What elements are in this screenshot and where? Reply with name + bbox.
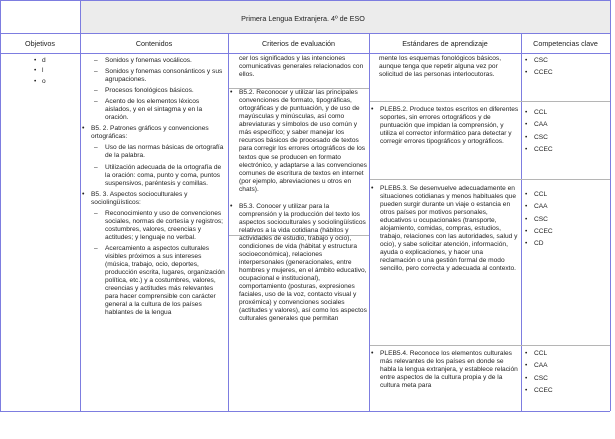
estandar-pleb5-3: • PLEB5.3. Se desenvuelve adecuadamente en situaciones cotidianas y menos habituales que pueden surgir durante un viaje o estancia en otros países por motivos personales, educativos u ocupacionales (transporte, alojamiento, comidas, compras, estudios, trabajo, relaciones con las autoridades, salud y ocio), y sabe solicitar atención, información, ayuda o explicaciones, y hacer una reclamación o una gestión formal de modo sencillo, pero correcta y adecuada al contexto. xyxy=(370,185,520,345)
competencia-code: • CCEC xyxy=(522,146,608,154)
contenido-item: – Procesos fonológicos básicos. xyxy=(81,87,226,95)
objetivos-list xyxy=(32,57,78,88)
competencias-group-3 xyxy=(522,191,608,253)
grid-line xyxy=(610,0,611,411)
contenido-item: – Utilización adecuada de la ortografía de la oración: coma, punto y coma, puntos suspensivos, paréntesis y comillas. xyxy=(81,164,226,188)
contenido-section-b5-3: • B5. 3. Aspectos socioculturales y sociolingüísticos: xyxy=(81,191,226,207)
header-competencias: Competencias clave xyxy=(533,39,598,48)
header-estandares: Estándares de aprendizaje xyxy=(402,39,488,48)
competencia-code: • CAA xyxy=(522,362,608,370)
competencias-group-1 xyxy=(522,57,608,82)
competencia-code: • CCEC xyxy=(522,228,608,236)
criterio-continuation: cer los significados y las intenciones comunicativas generales relacionados con ellos. xyxy=(239,55,364,79)
competencia-code: • CAA xyxy=(522,203,608,211)
criterio-b5-3: • B5.3. Conocer y utilizar para la comprensión y la producción del texto los aspectos socioculturales y sociolingüísticos relativos a la vida cotidiana (hábitos y actividades de estudio, trabajo y ocio), condiciones de vida (hábitat y estructura socioeconómica), relaciones interpersonales (generacionales, entre hombres y mujeres, en el ámbito educativo, ocupacional e institucional), comportamiento (posturas, expresiones faciales, uso de la voz, contacto visual y proxémica) y convenciones sociales (actitudes y valores), así como los aspectos culturales generales que permitan xyxy=(229,203,368,324)
header-contenidos: Contenidos xyxy=(135,39,173,48)
header-objetivos: Objetivos xyxy=(25,39,55,48)
competencia-code: • CSC xyxy=(522,57,608,65)
objetivo-item: • l xyxy=(32,67,78,75)
contenido-section-b5-2: • B5. 2. Patrones gráficos y convenciones ortográficas: xyxy=(81,125,226,141)
estandares-column xyxy=(370,55,520,410)
grid-line xyxy=(0,0,610,1)
grid-line xyxy=(0,0,1,411)
competencia-code: • CSC xyxy=(522,375,608,383)
objetivo-item: • d xyxy=(32,57,78,65)
competencia-code: • CCL xyxy=(522,191,608,199)
contenido-item: – Acento de los elementos léxicos aislados, y en el sintagma y en la oración. xyxy=(81,98,226,122)
competencia-code: • CCEC xyxy=(522,387,608,395)
grid-line xyxy=(0,53,610,54)
contenidos-column xyxy=(81,57,226,410)
contenido-item: – Uso de las normas básicas de ortografía de la palabra. xyxy=(81,144,226,160)
competencias-group-2 xyxy=(522,109,608,158)
competencia-code: • CAA xyxy=(522,121,608,129)
objetivo-item: • o xyxy=(32,78,78,86)
competencia-code: • CSC xyxy=(522,134,608,142)
competencias-group-4 xyxy=(522,350,608,399)
estandar-pleb5-4: • PLEB5.4. Reconoce los elementos culturales más relevantes de los países en donde se habla la lengua extranjera, y establece relación entre aspectos de la cultura propia y de la cultura meta para xyxy=(370,350,520,390)
table-title: Primera Lengua Extranjera. 4º de ESO xyxy=(241,14,365,23)
grid-line xyxy=(0,33,610,34)
contenido-item: – Reconocimiento y uso de convenciones sociales, normas de cortesía y registros; costumbres, valores, creencias y actitudes; y lenguaje no verbal. xyxy=(81,210,226,242)
competencia-code: • CSC xyxy=(522,216,608,224)
contenido-item: – Acercamiento a aspectos culturales visibles próximos a sus intereses (música, trabajo, ocio, deportes, producción escrita, lugares, organización política, etc.) y a costumbres, valores, creencias y actitudes más relevantes para hacer comprensible con carácter general a la cultura de los países hablantes de la lengua xyxy=(81,245,226,317)
estandar-continuation: mente los esquemas fonológicos básicos, aunque tenga que repetir alguna vez por solicitud de las personas interlocutoras. xyxy=(379,55,502,79)
estandar-pleb5-2: • PLEB5.2. Produce textos escritos en diferentes soportes, sin errores ortográficos y de puntuación que impidan la comprensión, y utiliza el corrector informático para detectar y corregir errores tipográficos y ortográficos. xyxy=(370,106,520,181)
competencia-code: • CD xyxy=(522,240,608,248)
criterio-b5-2: • B5.2. Reconocer y utilizar las principales convenciones de formato, tipográficas, ortográficas y de puntuación, y de uso de mayúsculas y minúsculas, así como abreviaturas y símbolos de uso común y más específico; y saber manejar los recursos básicos de procesado de textos para corregir los errores ortográficos de los textos que se producen en formato electrónico, y adaptarse a las convenciones comunes de escritura de textos en internet (por ejemplo, abreviaciones u otros en chats). xyxy=(229,89,368,194)
grid-line xyxy=(0,411,610,412)
header-criterios: Criterios de evaluación xyxy=(261,39,336,48)
competencia-code: • CCL xyxy=(522,350,608,358)
contenido-item: – Sonidos y fonemas vocálicos. xyxy=(81,57,226,65)
criterios-column xyxy=(229,55,368,410)
competencia-code: • CCEC xyxy=(522,69,608,77)
competencia-code: • CCL xyxy=(522,109,608,117)
contenido-item: – Sonidos y fonemas consonánticos y sus agrupaciones. xyxy=(81,68,226,84)
